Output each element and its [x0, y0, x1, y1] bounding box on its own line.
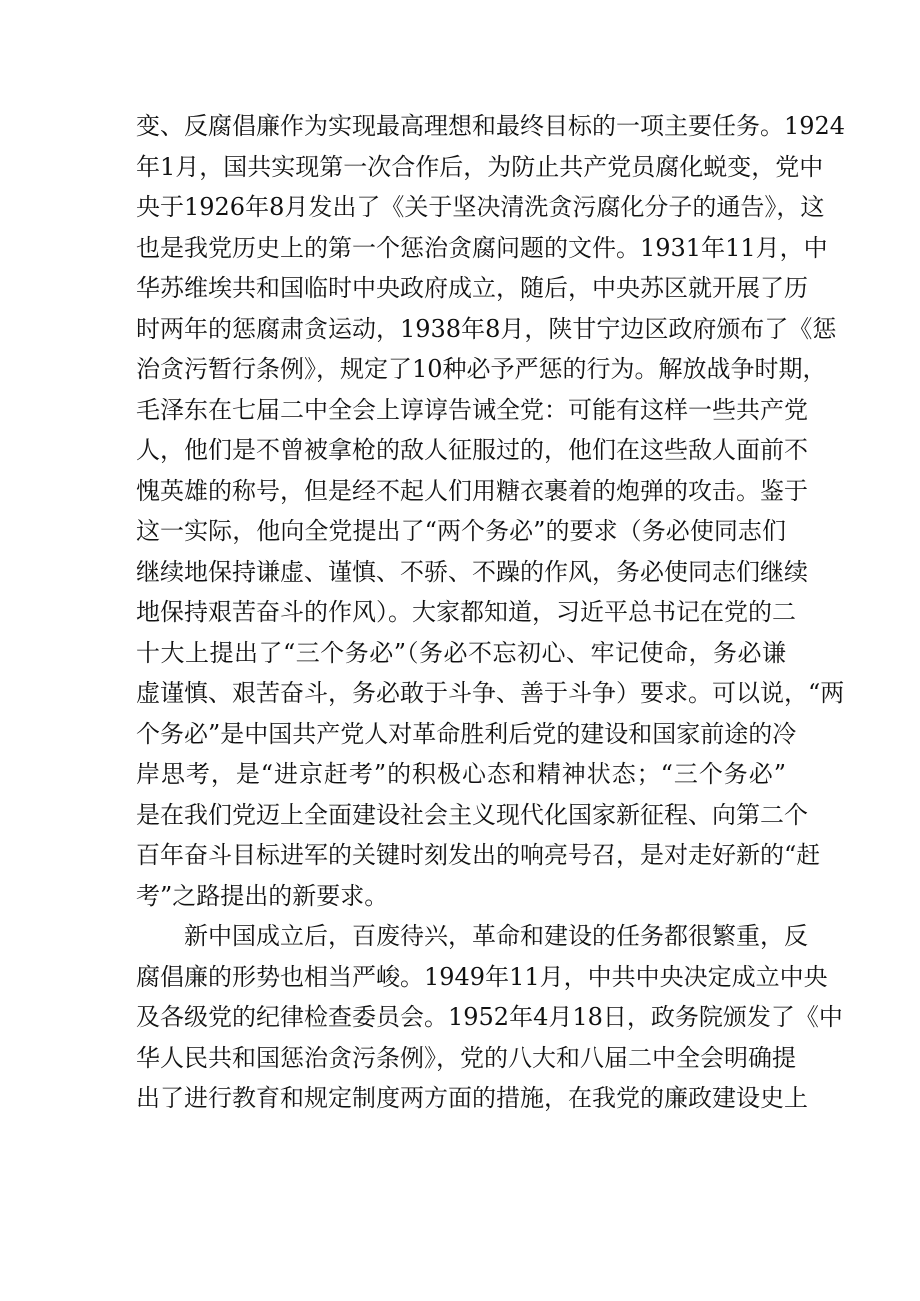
text-line: 地保持艰苦奋斗的作风）。大家都知道，习近平总书记在党的二	[136, 598, 796, 626]
text-line: 是在我们党迈上全面建设社会主义现代化国家新征程、向第二个	[136, 800, 808, 829]
text-line: 考”之路提出的新要求。	[136, 881, 389, 910]
text-line: 年1月，国共实现第一次合作后，为防止共产党员腐化蜕变，党中	[136, 152, 824, 181]
text-line: 也是我党历史上的第一个惩治贪腐问题的文件。1931年11月，中	[136, 233, 828, 262]
text-line: 华苏维埃共和国临时中央政府成立，随后，中央苏区就开展了历	[136, 274, 808, 302]
document-body	[136, 106, 846, 1119]
text-line: 岸思考，是“进京赶考”的积极心态和精神状态；“三个务必”	[136, 760, 786, 788]
text-line: 继续地保持谦虚、谨慎、不骄、不躁的作风，务必使同志们继续	[136, 557, 808, 586]
text-line: 华人民共和国惩治贪污条例》，党的八大和八届二中全会明确提	[136, 1043, 796, 1072]
paragraph	[136, 916, 843, 1119]
text-line: 十大上提出了“三个务必”（务必不忘初心、牢记使命，务必谦	[136, 638, 786, 667]
text-line: 出了进行教育和规定制度两方面的措施，在我党的廉政建设史上	[136, 1084, 808, 1112]
text-line: 及各级党的纪律检查委员会。1952年4月18日，政务院颁发了《中	[136, 1003, 843, 1031]
text-line: 治贪污暂行条例》，规定了10种必予严惩的行为。解放战争时期，	[136, 355, 827, 383]
text-line: 腐倡廉的形势也相当严峻。1949年11月，中共中央决定成立中央	[136, 962, 828, 991]
text-line: 虚谨慎、艰苦奋斗，务必敢于斗争、善于斗争）要求。可以说，“两	[136, 679, 845, 707]
text-line: 愧英雄的称号，但是经不起人们用糖衣裹着的炮弹的攻击。鉴于	[136, 476, 808, 505]
text-line: 新中国成立后，百废待兴，革命和建设的任务都很繁重，反	[184, 922, 808, 950]
text-line: 个务必”是中国共产党人对革命胜利后党的建设和国家前途的冷	[136, 719, 797, 748]
text-line: 这一实际，他向全党提出了“两个务必”的要求（务必使同志们	[136, 517, 786, 545]
text-line: 央于1926年8月发出了《关于坚决清洗贪污腐化分子的通告》，这	[136, 193, 825, 221]
text-line: 时两年的惩腐肃贪运动，1938年8月，陕甘宁边区政府颁布了《惩	[136, 314, 837, 343]
text-line: 百年奋斗目标进军的关键时刻发出的响亮号召，是对走好新的“赶	[136, 841, 821, 869]
text-line: 变、反腐倡廉作为实现最高理想和最终目标的一项主要任务。1924	[136, 112, 846, 140]
text-line: 毛泽东在七届二中全会上谆谆告诫全党：可能有这样一些共产党	[136, 395, 808, 424]
paragraph	[136, 106, 846, 916]
text-line: 人，他们是不曾被拿枪的敌人征服过的，他们在这些敌人面前不	[136, 436, 808, 464]
